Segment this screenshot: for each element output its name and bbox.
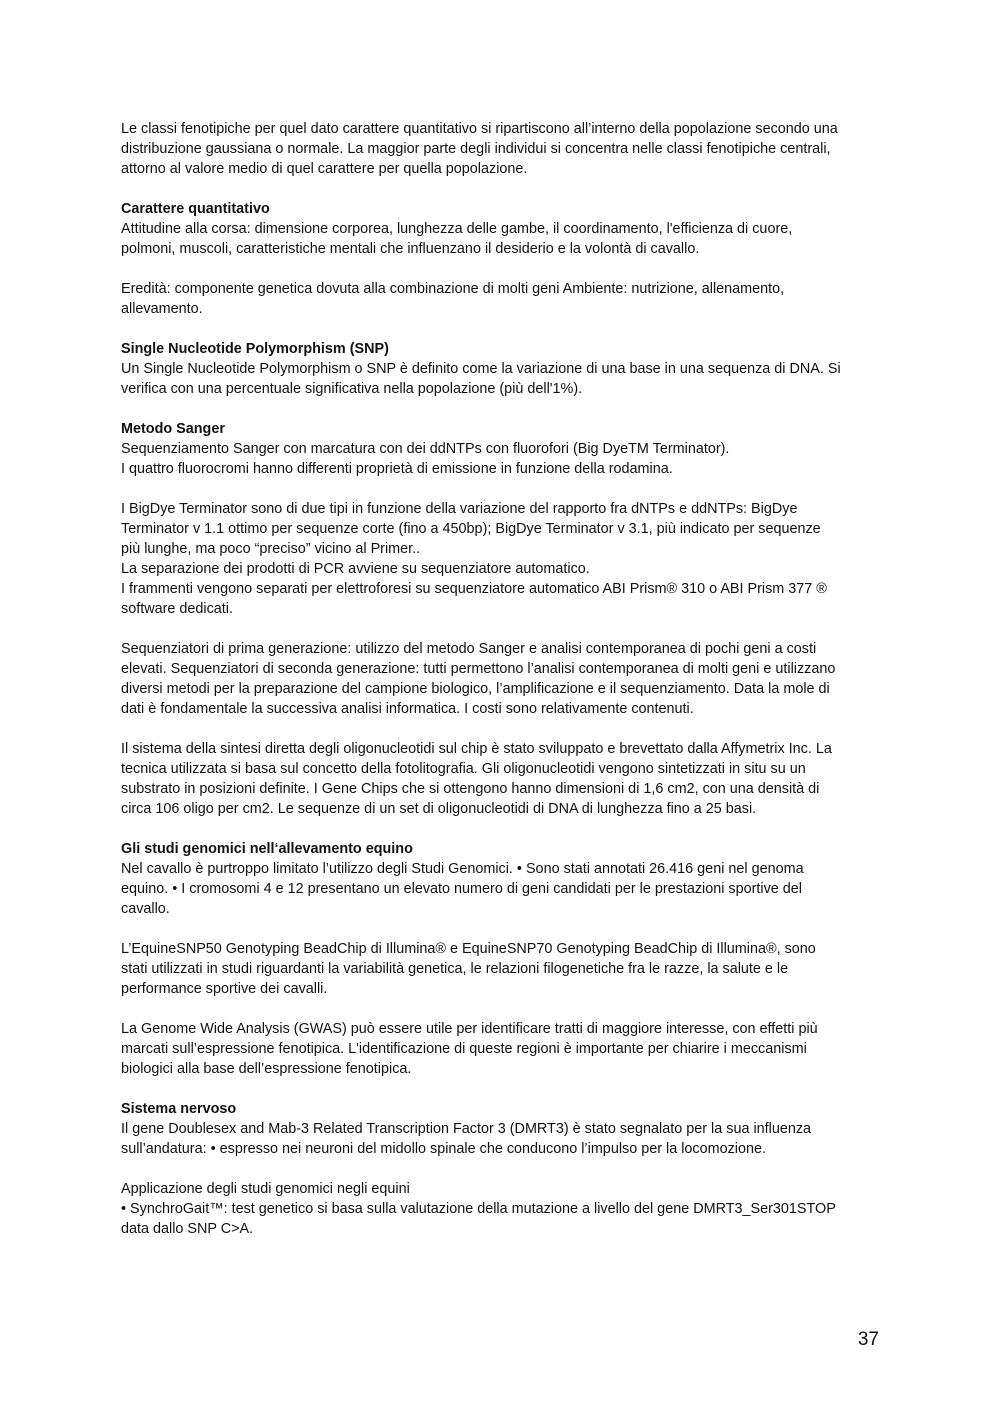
text-line: L’EquineSNP50 Genotyping BeadChip di Illumina® e EquineSNP70 Genotyping BeadChip di Illumina®, sono [121, 941, 816, 957]
text-line: diversi metodi per la preparazione del campione biologico, l’amplificazione e il sequenziamento. Data la mole di [121, 681, 830, 697]
paragraph-studi-genomici [121, 839, 881, 919]
text-line: equino. • I cromosomi 4 e 12 presentano un elevato numero di geni candidati per le prestazioni sportive del [121, 881, 803, 897]
text-line: attorno al valore medio di quel carattere per quella popolazione. [121, 161, 528, 177]
text-line: Sequenziamento Sanger con marcatura con dei ddNTPs con fluorofori (Big DyeTM Terminator). [121, 441, 730, 457]
text-line: Nel cavallo è purtroppo limitato l’utilizzo degli Studi Genomici. • Sono stati annotati 26.416 geni nel genoma [121, 861, 804, 877]
page-number: 37 [857, 1329, 879, 1350]
text-line: Applicazione degli studi genomici negli equini [121, 1181, 410, 1197]
page-body [121, 119, 881, 1259]
text-line: elevati. Sequenziatori di seconda generazione: tutti permettono l’analisi contemporanea di molti geni e utilizzano [121, 661, 836, 677]
paragraph-applicazione [121, 1179, 881, 1239]
paragraph-bigdye [121, 499, 881, 619]
text-line: La Genome Wide Analysis (GWAS) può essere utile per identificare tratti di maggiore interesse, con effetti più [121, 1021, 818, 1037]
paragraph-sanger [121, 419, 881, 479]
text-line: • SynchroGait™: test genetico si basa sulla valutazione della mutazione a livello del gene DMRT3_Ser301STOP [121, 1201, 836, 1217]
text-line: Un Single Nucleotide Polymorphism o SNP è definito come la variazione di una base in una sequenza di DNA. Si [121, 361, 841, 377]
section-heading: Sistema nervoso [121, 1101, 237, 1117]
paragraph-sequenziatori [121, 639, 881, 719]
paragraph-eredita [121, 279, 881, 319]
text-line: Il sistema della sintesi diretta degli oligonucleotidi sul chip è stato sviluppato e brevettato dalla Affymetrix Inc. La [121, 741, 832, 757]
text-line: Il gene Doublesex and Mab-3 Related Transcription Factor 3 (DMRT3) è stato segnalato per la sua influenza [121, 1121, 812, 1137]
paragraph-snp [121, 339, 881, 399]
paragraph-affymetrix [121, 739, 881, 819]
text-line: Terminator v 1.1 ottimo per sequenze corte (fino a 450bp); BigDye Terminator v 3.1, più indicato per sequenze [121, 521, 821, 537]
paragraph-gwas [121, 1019, 881, 1079]
paragraph-carattere-quantitativo [121, 199, 881, 259]
text-line: substrato in posizioni definite. I Gene Chips che si ottengono hanno dimensioni di 1,6 cm2, con una densità di [121, 781, 820, 797]
paragraph-intro [121, 119, 881, 179]
text-line: Eredità: componente genetica dovuta alla combinazione di molti geni Ambiente: nutrizione, allenamento, [121, 281, 785, 297]
section-heading: Gli studi genomici nell‘allevamento equino [121, 841, 413, 857]
text-line: cavallo. [121, 901, 170, 917]
text-line: dati è fondamentale la successiva analisi informatica. I costi sono relativamente contenuti. [121, 701, 694, 717]
text-line: I quattro fluorocromi hanno differenti proprietà di emissione in funzione della rodamina. [121, 461, 673, 477]
text-line: tecnica utilizzata si basa sul concetto della fotolitografia. Gli oligonucleotidi vengono sintetizzati in situ su un [121, 761, 806, 777]
paragraph-sistema-nervoso [121, 1099, 881, 1159]
text-line: marcati sull’espressione fenotipica. L'identificazione di queste regioni è importante per chiarire i meccanismi [121, 1041, 807, 1057]
text-line: Sequenziatori di prima generazione: utilizzo del metodo Sanger e analisi contemporanea di pochi geni a costi [121, 641, 817, 657]
text-line: data dallo SNP C>A. [121, 1221, 254, 1237]
text-line: I BigDye Terminator sono di due tipi in funzione della variazione del rapporto fra dNTPs e ddNTPs: BigDye [121, 501, 798, 517]
text-line: La separazione dei prodotti di PCR avviene su sequenziatore automatico. [121, 561, 590, 577]
text-line: circa 106 oligo per cm2. Le sequenze di un set di oligonucleotidi di DNA di lunghezza fino a 25 basi. [121, 801, 757, 817]
text-line: allevamento. [121, 301, 203, 317]
text-line: distribuzione gaussiana o normale. La maggior parte degli individui si concentra nelle classi fenotipiche centrali, [121, 141, 831, 157]
text-line: polmoni, muscoli, caratteristiche mentali che influenzano il desiderio e la volontà di cavallo. [121, 241, 700, 257]
section-heading: Carattere quantitativo [121, 201, 270, 217]
text-line: verifica con una percentuale significativa nella popolazione (più dell'1%). [121, 381, 583, 397]
text-line: più lunghe, ma poco “preciso” vicino al Primer.. [121, 541, 421, 557]
text-line: sull’andatura: • espresso nei neuroni del midollo spinale che conducono l’impulso per la locomozione. [121, 1141, 766, 1157]
section-heading: Single Nucleotide Polymorphism (SNP) [121, 341, 389, 357]
text-line: Attitudine alla corsa: dimensione corporea, lunghezza delle gambe, il coordinamento, l'efficienza di cuore, [121, 221, 793, 237]
text-line: performance sportive dei cavalli. [121, 981, 328, 997]
text-line: biologici alla base dell’espressione fenotipica. [121, 1061, 412, 1077]
text-line: Le classi fenotipiche per quel dato carattere quantitativo si ripartiscono all’interno della popolazione secondo una [121, 121, 838, 137]
text-line: stati utilizzati in studi riguardanti la variabilità genetica, le relazioni filogenetiche fra le razze, la salute e le [121, 961, 789, 977]
text-line: software dedicati. [121, 601, 233, 617]
paragraph-equinesnp [121, 939, 881, 999]
section-heading: Metodo Sanger [121, 421, 225, 437]
text-line: I frammenti vengono separati per elettroforesi su sequenziatore automatico ABI Prism® 310 o ABI Prism 377 ® [121, 581, 827, 597]
